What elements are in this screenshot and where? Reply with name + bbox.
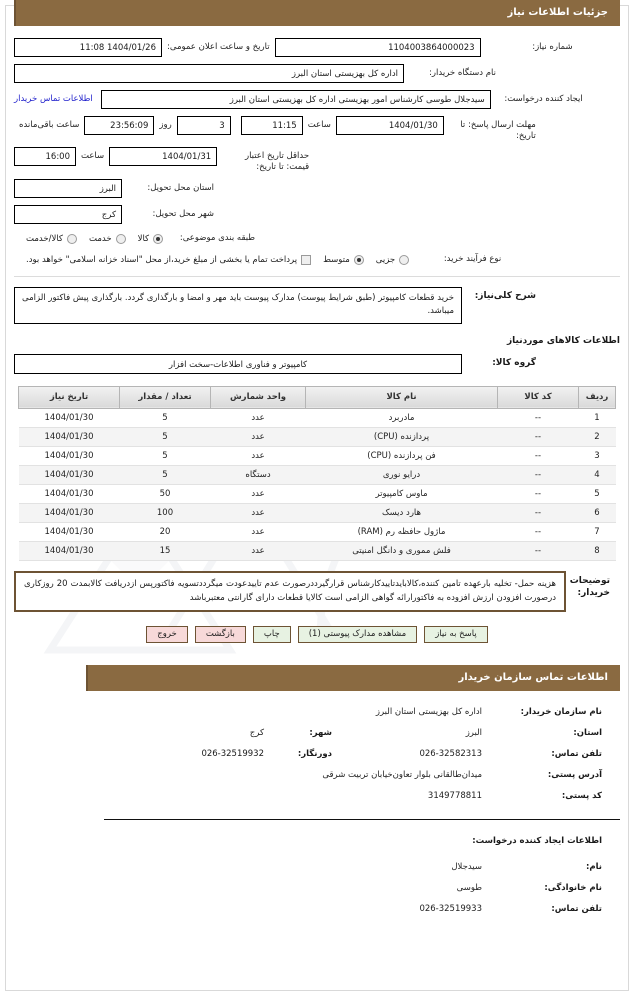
need-number-label: شماره نیاز: xyxy=(532,42,573,52)
cell-name: ماوس کامپیوتر xyxy=(306,484,498,503)
cell-code: -- xyxy=(498,522,579,541)
view-attachments-button[interactable]: مشاهده مدارک پیوستی (1) xyxy=(298,626,417,643)
creator-info-caption: اطلاعات ایجاد کننده درخواست: xyxy=(472,835,602,846)
back-button[interactable]: بازگشت xyxy=(195,626,246,643)
checkbox-icon-treasury[interactable] xyxy=(301,255,311,265)
category-option-kala-khedmat-label: کالا/خدمت xyxy=(26,233,63,244)
contact-row-phone-fax xyxy=(14,749,620,759)
cell-date: 1404/01/30 xyxy=(19,484,120,503)
announce-datetime-field[interactable]: 1404/01/26 11:08 xyxy=(14,38,162,57)
cell-date: 1404/01/30 xyxy=(19,427,120,446)
cell-code: -- xyxy=(498,408,579,427)
contact-row-postal xyxy=(14,791,620,801)
deadline-hour-label: ساعت xyxy=(307,120,331,130)
contact-city-label: شهر: xyxy=(309,727,332,738)
category-option-kala-label: کالا xyxy=(137,233,150,244)
city-label: شهر محل تحویل: xyxy=(152,208,214,219)
validity-time-field[interactable]: 16:00 xyxy=(14,147,76,166)
col-header-date: تاریخ نیاز xyxy=(19,386,120,408)
table-row xyxy=(19,522,616,541)
radio-icon-kala-khedmat[interactable] xyxy=(67,234,77,244)
announce-label: تاریخ و ساعت اعلان عمومی: xyxy=(167,42,270,52)
row-need-number xyxy=(14,38,620,58)
cell-date: 1404/01/30 xyxy=(19,446,120,465)
remaining-days-label: روز xyxy=(159,120,172,130)
cell-date: 1404/01/30 xyxy=(19,522,120,541)
buyer-notes-label: توضیحات خریدار: xyxy=(569,575,610,599)
cell-code: -- xyxy=(498,503,579,522)
col-header-name: نام کالا xyxy=(306,386,498,408)
cell-name: درایو نوری xyxy=(306,465,498,484)
province-label: استان محل تحویل: xyxy=(147,182,214,193)
goods-group-label: گروه کالا: xyxy=(492,357,536,368)
request-form xyxy=(14,26,620,268)
cell-name: پردازنده (CPU) xyxy=(306,427,498,446)
cell-unit: دستگاه xyxy=(211,465,306,484)
category-option-khedmat-label: خدمت xyxy=(88,233,112,244)
process-option-motavaset-label: متوسط xyxy=(323,254,350,265)
deadline-date-field[interactable]: 1404/01/30 xyxy=(336,116,444,135)
countdown-field[interactable]: 23:56:09 xyxy=(84,116,154,135)
respond-button[interactable]: پاسخ به نیاز xyxy=(424,626,488,643)
contact-row-org xyxy=(14,707,620,717)
contact-address-label: آدرس پستی: xyxy=(547,769,602,780)
cell-unit: عدد xyxy=(211,503,306,522)
buyer-contact-section xyxy=(14,691,620,914)
items-table-wrap xyxy=(14,386,620,561)
creator-label: ایجاد کننده درخواست: xyxy=(504,94,583,104)
radio-icon-jozei[interactable] xyxy=(399,255,409,265)
table-row xyxy=(19,541,616,560)
section-header-need-details-title: جزئیات اطلاعات نیاز xyxy=(507,7,608,18)
contact-province-value: البرز xyxy=(465,727,482,738)
buyer-contact-link[interactable]: اطلاعات تماس خریدار xyxy=(14,94,93,104)
creator-field[interactable]: سیدجلال طوسی کارشناس امور بهزیستی اداره کل بهزیستی استان البرز xyxy=(101,90,491,109)
process-option-jozei-label: جزیی xyxy=(375,254,396,265)
summary-text-box[interactable]: خرید قطعات کامپیوتر (طبق شرایط پیوست) مدارک پیوست باید مهر و امضا و بارگذاری گردد. بارگذاری پیش فاکتور الزامی میباشد. xyxy=(14,287,462,324)
cell-row: 4 xyxy=(579,465,616,484)
cell-qty: 15 xyxy=(120,541,211,560)
row-buyer-org xyxy=(14,64,620,84)
contact-postal-value: 3149778811 xyxy=(427,790,482,801)
countdown-label: ساعت باقی‌مانده xyxy=(19,120,80,130)
exit-button[interactable]: خروج xyxy=(146,626,188,643)
cell-qty: 5 xyxy=(120,446,211,465)
cell-row: 3 xyxy=(579,446,616,465)
category-option-kala[interactable] xyxy=(138,234,163,244)
city-field[interactable]: کرج xyxy=(14,205,122,224)
process-option-motavaset[interactable] xyxy=(323,255,364,265)
radio-icon-motavaset[interactable] xyxy=(354,255,364,265)
col-header-row: ردیف xyxy=(579,386,616,408)
buyer-org-label: نام دستگاه خریدار: xyxy=(429,68,496,78)
cell-row: 2 xyxy=(579,427,616,446)
creator-first-name-value: سیدجلال xyxy=(451,861,482,872)
cell-name: فن پردازنده (CPU) xyxy=(306,446,498,465)
summary-label: شرح کلی‌نیاز: xyxy=(474,290,536,301)
category-option-khedmat[interactable] xyxy=(89,234,126,244)
table-row xyxy=(19,484,616,503)
cell-unit: عدد xyxy=(211,446,306,465)
items-table-header-row xyxy=(19,386,616,408)
cell-name: هارد دیسک xyxy=(306,503,498,522)
cell-qty: 5 xyxy=(120,408,211,427)
goods-section-title: اطلاعات کالاهای موردنیاز xyxy=(506,335,620,346)
col-header-code: کد کالا xyxy=(498,386,579,408)
table-row xyxy=(19,503,616,522)
treasury-checkbox-wrap[interactable] xyxy=(26,255,311,265)
deadline-label: مهلت ارسال پاسخ: تا تاریخ: xyxy=(460,120,536,141)
divider-contact xyxy=(104,819,620,820)
cell-unit: عدد xyxy=(211,408,306,427)
validity-date-field[interactable]: 1404/01/31 xyxy=(109,147,217,166)
cell-name: مادربرد xyxy=(306,408,498,427)
section-header-buyer-contact-title: اطلاعات تماس سازمان خریدار xyxy=(458,671,608,683)
remaining-days-field[interactable]: 3 xyxy=(177,116,231,135)
contact-org-label: نام سازمان خریدار: xyxy=(520,706,602,717)
row-province xyxy=(14,179,620,199)
cell-row: 1 xyxy=(579,408,616,427)
creator-last-name-label: نام خانوادگی: xyxy=(544,882,602,893)
table-row xyxy=(19,427,616,446)
treasury-checkbox-label: پرداخت تمام یا بخشی از مبلغ خرید،از محل "اسناد خزانه اسلامی" خواهد بود. xyxy=(26,254,298,265)
cell-code: -- xyxy=(498,541,579,560)
action-button-bar xyxy=(14,626,620,643)
contact-phone-value: 026-32582313 xyxy=(419,748,482,759)
row-category xyxy=(14,231,620,247)
table-row xyxy=(19,465,616,484)
row-deadline xyxy=(14,116,620,141)
divider-top xyxy=(14,276,620,277)
contact-phone-label: تلفن تماس: xyxy=(551,748,602,759)
cell-qty: 20 xyxy=(120,522,211,541)
cell-unit: عدد xyxy=(211,484,306,503)
creator-row-phone xyxy=(14,904,620,914)
cell-qty: 50 xyxy=(120,484,211,503)
validity-label: حداقل تاریخ اعتبار قیمت: تا تاریخ: xyxy=(244,151,310,172)
radio-icon-khedmat[interactable] xyxy=(116,234,126,244)
section-header-need-details xyxy=(14,0,620,26)
goods-group-field[interactable]: کامپیوتر و فناوری اطلاعات-سخت افزار xyxy=(14,354,462,374)
cell-row: 5 xyxy=(579,484,616,503)
deadline-time-field[interactable]: 11:15 xyxy=(241,116,303,135)
cell-unit: عدد xyxy=(211,427,306,446)
process-option-jozei[interactable] xyxy=(376,255,409,265)
cell-unit: عدد xyxy=(211,541,306,560)
creator-phone-label: تلفن تماس: xyxy=(551,903,602,914)
cell-row: 6 xyxy=(579,503,616,522)
cell-qty: 5 xyxy=(120,465,211,484)
cell-name: ماژول حافظه رم (RAM) xyxy=(306,522,498,541)
items-table-head xyxy=(19,386,616,408)
contact-fax-label: دورنگار: xyxy=(297,748,332,759)
cell-date: 1404/01/30 xyxy=(19,408,120,427)
col-header-unit: واحد شمارش xyxy=(211,386,306,408)
cell-unit: عدد xyxy=(211,522,306,541)
cell-qty: 100 xyxy=(120,503,211,522)
table-row xyxy=(19,446,616,465)
row-buyer-notes xyxy=(14,571,620,612)
category-option-kala-khedmat[interactable] xyxy=(26,234,77,244)
contact-fax-value: 026-32519932 xyxy=(201,748,264,759)
contact-postal-label: کد پستی: xyxy=(561,790,602,801)
radio-icon-kala[interactable] xyxy=(153,234,163,244)
row-process-type xyxy=(14,252,620,268)
col-header-qty: تعداد / مقدار xyxy=(120,386,211,408)
creator-row-first-name xyxy=(14,862,620,872)
cell-row: 7 xyxy=(579,522,616,541)
category-label: طبقه بندی موضوعی: xyxy=(179,233,256,244)
cell-qty: 5 xyxy=(120,427,211,446)
cell-row: 8 xyxy=(579,541,616,560)
items-table xyxy=(18,386,616,561)
items-table-body xyxy=(19,408,616,560)
row-validity xyxy=(14,147,620,172)
table-row xyxy=(19,408,616,427)
validity-hour-label: ساعت xyxy=(81,151,105,162)
creator-row-last-name xyxy=(14,883,620,893)
row-city xyxy=(14,205,620,225)
contact-address-value: میدان‌طالقانی بلوار تعاون‌خیابان تربیت شرقی xyxy=(322,769,482,780)
contact-row-address xyxy=(14,770,620,780)
section-header-buyer-contact xyxy=(86,665,620,691)
province-field[interactable]: البرز xyxy=(14,179,122,198)
row-creator xyxy=(14,90,620,110)
cell-code: -- xyxy=(498,484,579,503)
row-summary xyxy=(14,287,620,324)
cell-date: 1404/01/30 xyxy=(19,503,120,522)
buyer-org-field[interactable]: اداره کل بهزیستی استان البرز xyxy=(14,64,404,83)
buyer-notes-box[interactable]: هزینه حمل- تخلیه بارعهده تامین کننده،کالابایدتاییدکارشناس قرارگیرددرصورت عدم تاییدعودت میگرددتسویه فاکتورپس ازدریافت کالابمدت 20 روزکاری درصورت افزودن ارزش افزوده به فاکتورارائه گواهی الزامی است کالایا قطعات دارای گارانتی معتبرباشد xyxy=(14,571,566,612)
need-number-field[interactable]: 1104003864000023 xyxy=(275,38,481,57)
cell-code: -- xyxy=(498,465,579,484)
row-goods-group xyxy=(14,354,620,374)
cell-code: -- xyxy=(498,427,579,446)
contact-row-province-city xyxy=(14,728,620,738)
cell-code: -- xyxy=(498,446,579,465)
contact-city-value: کرج xyxy=(249,727,264,738)
process-label: نوع فرآیند خرید: xyxy=(443,254,502,265)
cell-date: 1404/01/30 xyxy=(19,541,120,560)
content-column xyxy=(14,0,620,925)
contact-org-value: اداره کل بهزیستی استان البرز xyxy=(375,706,482,717)
creator-first-name-label: نام: xyxy=(585,861,602,872)
contact-province-label: استان: xyxy=(573,727,602,738)
creator-phone-value: 026-32519933 xyxy=(419,903,482,914)
print-button[interactable]: چاپ xyxy=(253,626,291,643)
cell-date: 1404/01/30 xyxy=(19,465,120,484)
creator-last-name-value: طوسی xyxy=(456,882,482,893)
cell-name: فلش مموری و دانگل امنیتی xyxy=(306,541,498,560)
